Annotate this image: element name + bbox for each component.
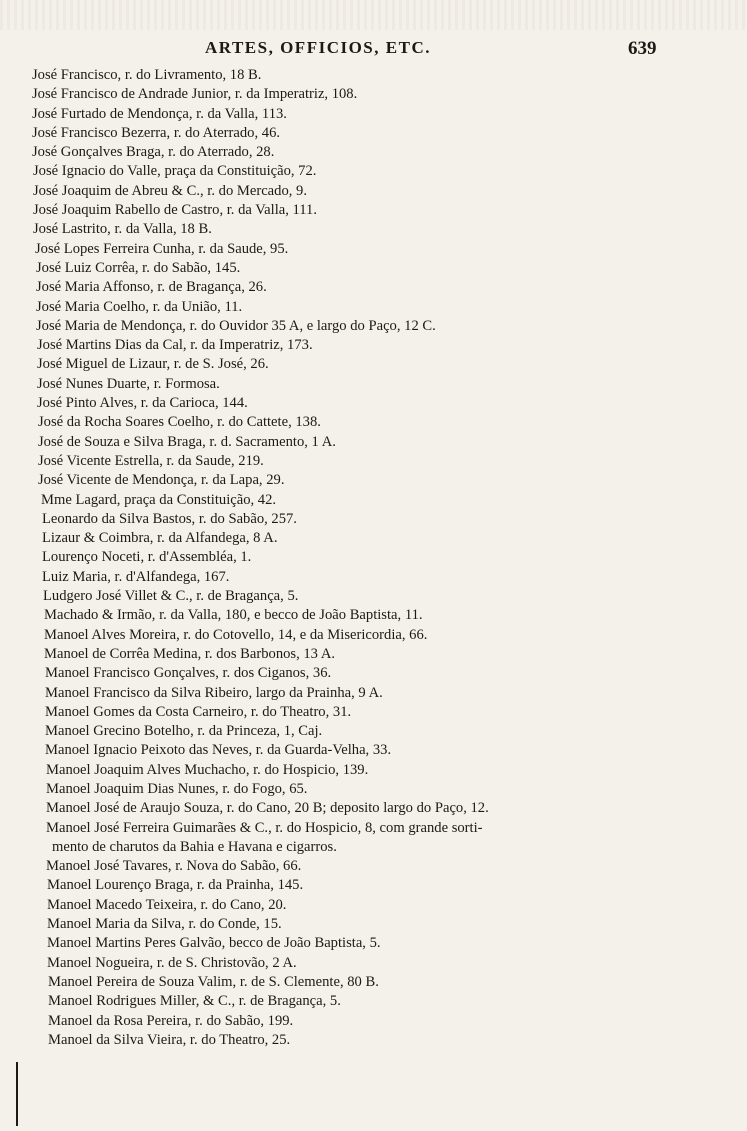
- directory-entry: José de Souza e Silva Braga, r. d. Sacramento, 1 A.: [38, 433, 336, 450]
- directory-entry: José Martins Dias da Cal, r. da Imperatriz, 173.: [37, 337, 313, 354]
- directory-entry: Manoel José de Araujo Souza, r. do Cano, 20 B; deposito largo do Paço, 12.: [46, 800, 489, 817]
- directory-entry: Manoel Macedo Teixeira, r. do Cano, 20.: [47, 896, 287, 913]
- directory-entry: José Nunes Duarte, r. Formosa.: [37, 375, 220, 392]
- directory-entry: Manoel Maria da Silva, r. do Conde, 15.: [47, 916, 282, 933]
- directory-entry: Leonardo da Silva Bastos, r. do Sabão, 257.: [42, 510, 297, 527]
- directory-entry: Ludgero José Villet & C., r. de Bragança, 5.: [43, 588, 299, 605]
- directory-entry: Manoel Lourenço Braga, r. da Prainha, 145.: [47, 877, 304, 894]
- directory-entry: Manoel Francisco da Silva Ribeiro, largo da Prainha, 9 A.: [45, 684, 383, 701]
- directory-entry: Machado & Irmão, r. da Valla, 180, e becco de João Baptista, 11.: [44, 607, 423, 624]
- directory-entry: Luiz Maria, r. d'Alfandega, 167.: [42, 568, 230, 585]
- directory-entry: Lizaur & Coimbra, r. da Alfandega, 8 A.: [42, 530, 278, 547]
- page-header: [0, 38, 747, 64]
- directory-entry: José Vicente de Mendonça, r. da Lapa, 29.: [38, 472, 285, 489]
- directory-entry: Manoel da Rosa Pereira, r. do Sabão, 199.: [48, 1012, 294, 1029]
- directory-entry: José Luiz Corrêa, r. do Sabão, 145.: [36, 259, 241, 276]
- margin-rule: [16, 1062, 18, 1126]
- directory-entry: Lourenço Noceti, r. d'Assembléa, 1.: [42, 549, 252, 566]
- directory-entry: José Francisco Bezerra, r. do Aterrado, 46.: [32, 124, 281, 141]
- directory-entry: Mme Lagard, praça da Constituição, 42.: [41, 491, 277, 508]
- page-number: 639: [628, 38, 657, 59]
- directory-entry: José Pinto Alves, r. da Carioca, 144.: [37, 395, 248, 412]
- directory-entry: José Lastrito, r. da Valla, 18 B.: [33, 221, 212, 238]
- directory-entry: Manoel Gomes da Costa Carneiro, r. do Theatro, 31.: [45, 703, 352, 720]
- directory-entry: Manoel Ignacio Peixoto das Neves, r. da Guarda-Velha, 33.: [45, 742, 392, 759]
- directory-entry: José Joaquim de Abreu & C., r. do Mercado, 9.: [33, 182, 307, 199]
- directory-entry: Manoel José Ferreira Guimarães & C., r. do Hospicio, 8, com grande sorti-: [46, 819, 483, 836]
- directory-entry: José da Rocha Soares Coelho, r. do Cattete, 138.: [38, 414, 321, 431]
- directory-entry: Manoel Martins Peres Galvão, becco de João Baptista, 5.: [47, 935, 381, 952]
- entry-continuation: mento de charutos da Bahia e Havana e cigarros.: [52, 838, 337, 855]
- directory-entry: José Joaquim Rabello de Castro, r. da Valla, 111.: [33, 202, 317, 219]
- directory-entry: Manoel Joaquim Dias Nunes, r. do Fogo, 65.: [46, 780, 308, 797]
- directory-entry: Manoel José Tavares, r. Nova do Sabão, 66.: [46, 858, 302, 875]
- directory-entry: Manoel Grecino Botelho, r. da Princeza, 1, Caj.: [45, 723, 323, 740]
- directory-entry: José Francisco, r. do Livramento, 18 B.: [32, 67, 262, 83]
- directory-entry: José Miguel de Lizaur, r. de S. José, 26.: [37, 356, 269, 373]
- directory-entry: Manoel da Silva Vieira, r. do Theatro, 25.: [48, 1031, 291, 1048]
- directory-entry: José Gonçalves Braga, r. do Aterrado, 28.: [32, 144, 275, 161]
- directory-entry: José Lopes Ferreira Cunha, r. da Saude, 95.: [35, 240, 289, 257]
- directory-entry: Manoel Nogueira, r. de S. Christovão, 2 A.: [47, 954, 297, 971]
- directory-entry: Manoel de Corrêa Medina, r. dos Barbonos, 13 A.: [44, 645, 336, 662]
- directory-entry: José Vicente Estrella, r. da Saude, 219.: [38, 452, 264, 469]
- directory-entry: José Ignacio do Valle, praça da Constituição, 72.: [33, 163, 317, 180]
- directory-entry: Manoel Alves Moreira, r. do Cotovello, 14, e da Misericordia, 66.: [44, 626, 428, 643]
- directory-entry: Manoel Rodrigues Miller, & C., r. de Bragança, 5.: [48, 993, 341, 1010]
- directory-entry: José Furtado de Mendonça, r. da Valla, 113.: [32, 105, 287, 122]
- directory-entry: Manoel Joaquim Alves Muchacho, r. do Hospicio, 139.: [46, 761, 369, 778]
- directory-list: [0, 66, 747, 1050]
- directory-entry: Manoel Francisco Gonçalves, r. dos Ciganos, 36.: [45, 665, 332, 682]
- paper-edge: [0, 0, 747, 30]
- directory-entry: José Maria Coelho, r. da União, 11.: [36, 298, 243, 315]
- directory-entry: Manoel Pereira de Souza Valim, r. de S. Clemente, 80 B.: [48, 973, 379, 990]
- running-title: ARTES, OFFICIOS, ETC.: [205, 38, 431, 57]
- directory-entry: José Francisco de Andrade Junior, r. da Imperatriz, 108.: [32, 86, 358, 103]
- directory-entry: José Maria Affonso, r. de Bragança, 26.: [36, 279, 267, 296]
- directory-entry: José Maria de Mendonça, r. do Ouvidor 35 A, e largo do Paço, 12 C.: [36, 317, 436, 334]
